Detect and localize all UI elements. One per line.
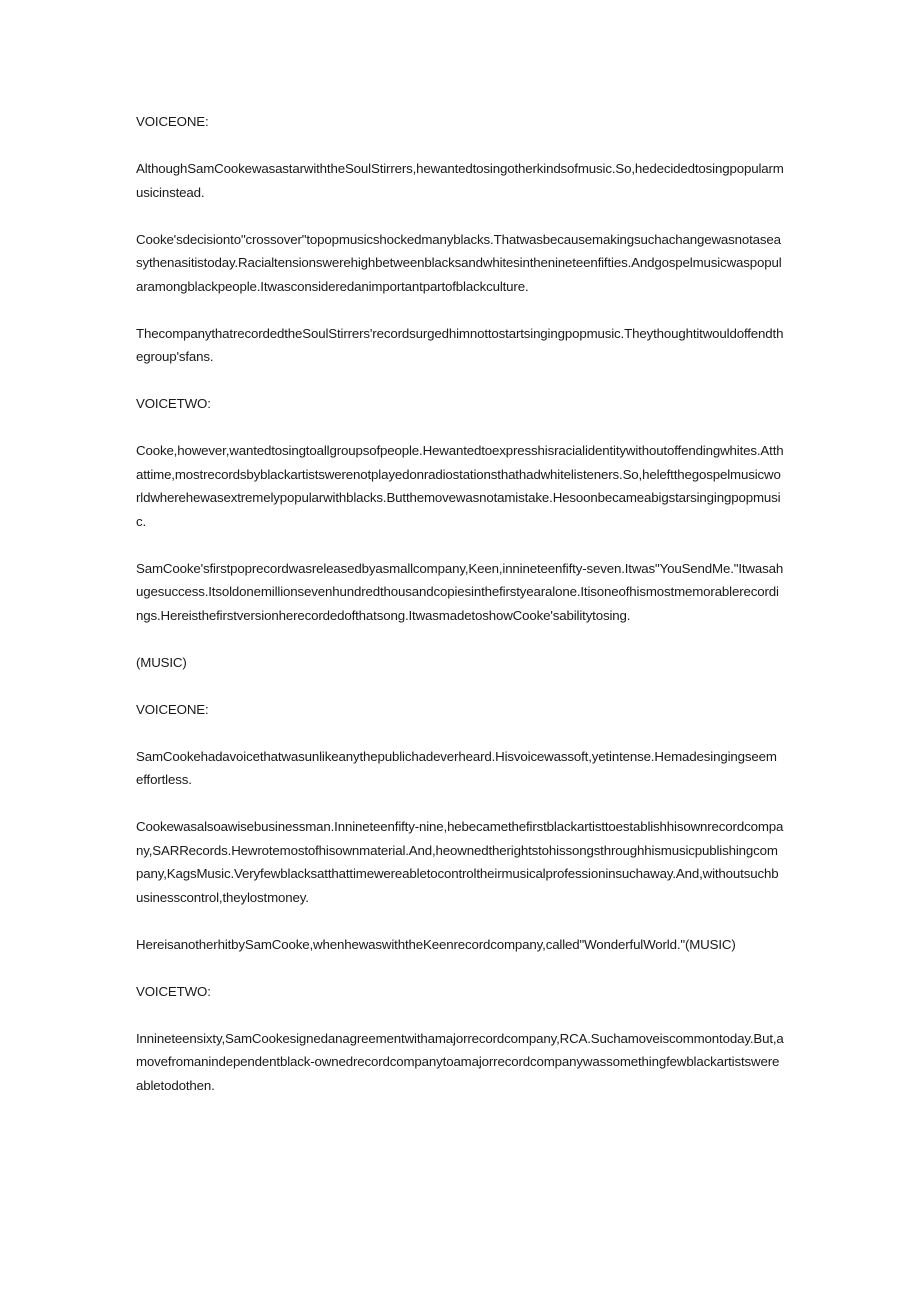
document-page <box>136 110 784 1121</box>
paragraph: SamCooke'sfirstpoprecordwasreleasedbyasmallcompany,Keen,innineteenfifty-seven.Itwas"YouSendMe."Itwasahugesuccess.Itsoldonemillionsevenhundredthousandcopiesinthefirstyearalone.Itisoneofhismostmemorablerecordings.Hereisthefirstversionherecordedofthatsong.ItwasmadetoshowCooke'sabilitytosing. <box>136 560 784 623</box>
speaker-heading: VOICETWO: <box>136 396 211 411</box>
speaker-heading: VOICEONE: <box>136 701 209 717</box>
speaker-heading: VOICEONE: <box>136 114 209 129</box>
music-cue: (MUSIC) <box>136 654 187 670</box>
speaker-heading: VOICETWO: <box>136 983 211 999</box>
paragraph: Cooke'sdecisionto"crossover"topopmusicshockedmanyblacks.Thatwasbecausemakingsuchachangewasnotaseasythenasitistoday.Racialtensionswerehighbetweenblacksandwhitesinthenineteenfifties.Andgospelmusicwaspopularamongblackpeople.Itwasconsideredanimportantpartofblackculture. <box>136 231 782 294</box>
paragraph: Innineteensixty,SamCookesignedanagreementwithamajorrecordcompany,RCA.Suchamoveiscommontoday.But,amovefromanindependentblack-ownedrecordcompanytoamajorrecordcompanywassomethingfewblackartistswereabletodothen. <box>136 1030 784 1093</box>
paragraph: HereisanotherhitbySamCooke,whenhewaswiththeKeenrecordcompany,called"WonderfulWorld."(MUSIC) <box>136 936 736 952</box>
paragraph: SamCookehadavoicethatwasunlikeanythepublichadeverheard.Hisvoicewassoft,yetintense.Hemadesingingseemeffortless. <box>136 748 777 787</box>
paragraph: Cookewasalsoawisebusinessman.Innineteenfifty-nine,hebecamethefirstblackartisttoestablishhisownrecordcompany,SARRecords.Hewrotemostofhisownmaterial.And,heownedtherightstohissongsthroughhismusicpublishingcompany,KagsMusic.Veryfewblacksatthattimewereabletocontroltheirmusicalprofessioninsuchaway.And,withoutsuchbusinesscontrol,theylostmoney. <box>136 819 784 905</box>
paragraph: ThecompanythatrecordedtheSoulStirrers'recordsurgedhimnottostartsingingpopmusic.Theythoughtitwouldoffendthegroup'sfans. <box>136 325 784 364</box>
paragraph: Cooke,however,wantedtosingtoallgroupsofpeople.Hewantedtoexpresshisracialidentitywithoutoffendingwhites.Atthattime,mostrecordsbyblackartistswerenotplayedonradiostationsthathadwhitelisteners.So,heleftthegospelmusicworldwherehewasextremelypopularwithblacks.Butthemovewasnotamistake.Hesoonbecameabigstarsingingpopmusic. <box>136 443 784 529</box>
paragraph: AlthoughSamCookewasastarwiththeSoulStirrers,hewantedtosingotherkindsofmusic.So,hedecidedtosingpopularmusicinstead. <box>136 161 784 200</box>
